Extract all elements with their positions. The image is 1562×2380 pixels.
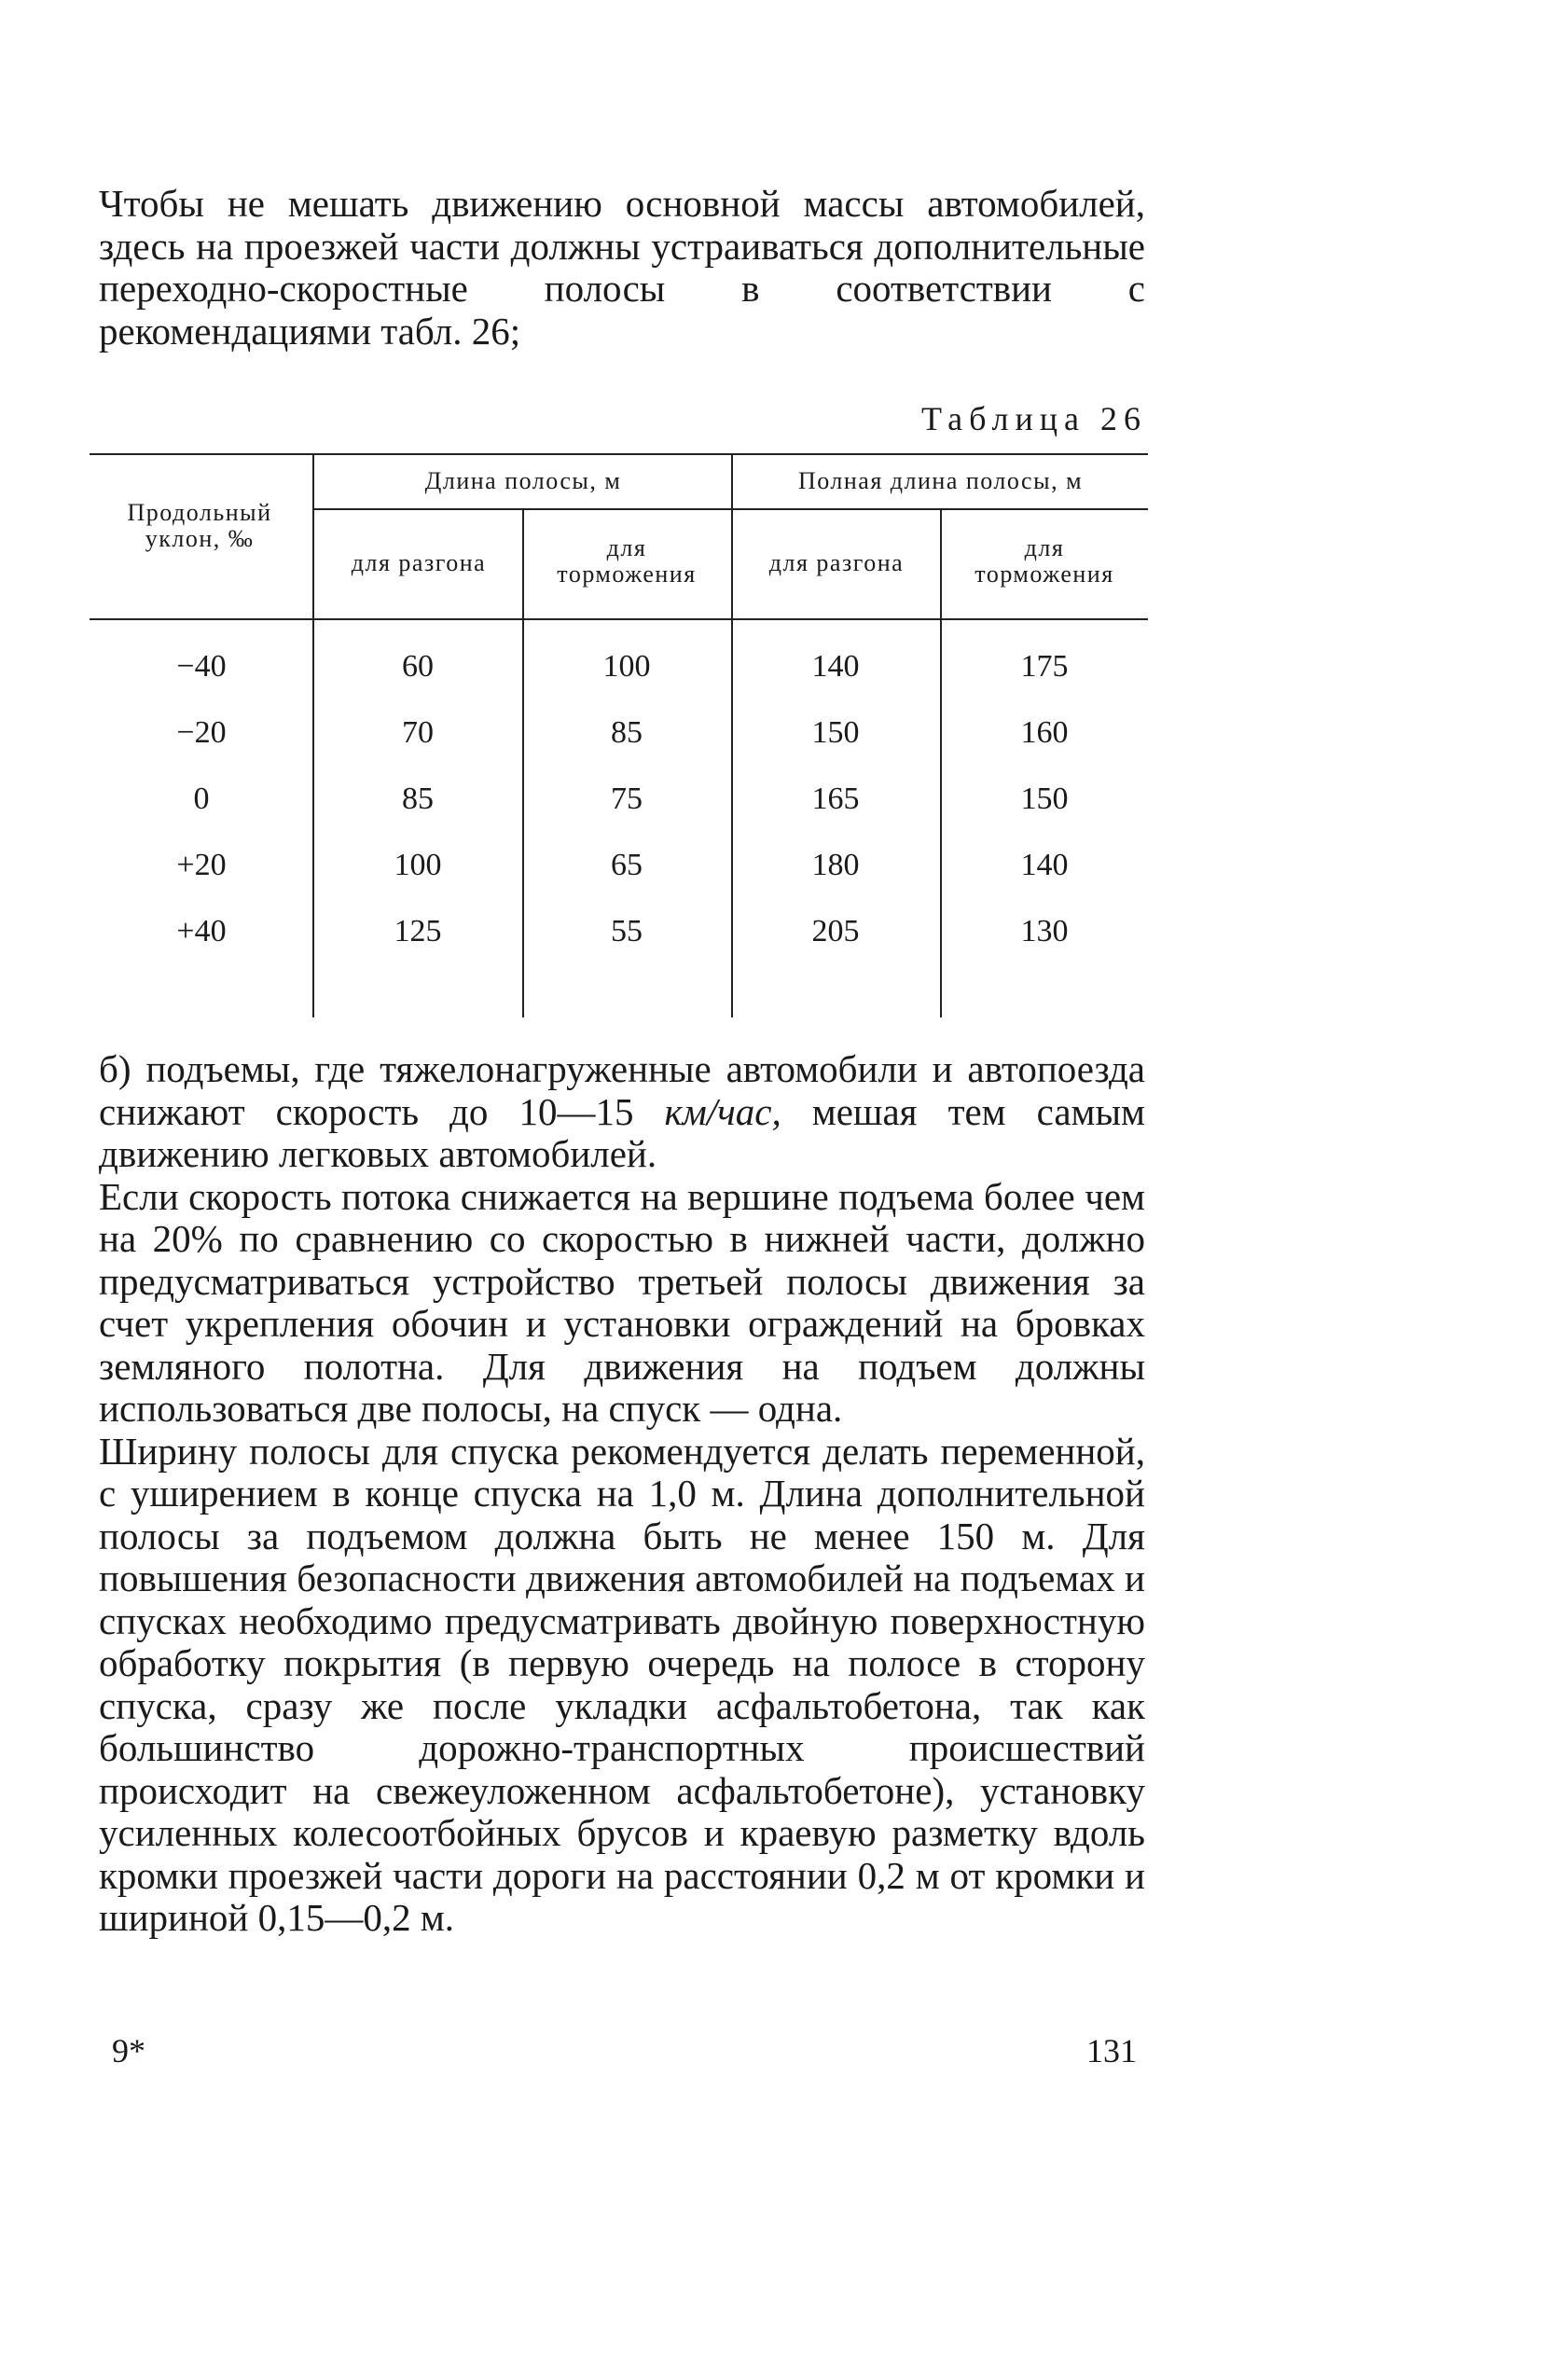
- cell-total-accel: 180: [811, 848, 860, 882]
- cell-len-accel: 100: [394, 848, 442, 882]
- cell-len-accel: 85: [402, 782, 434, 816]
- cell-slope: +40: [176, 914, 227, 948]
- cell-total-accel: 150: [811, 715, 860, 750]
- cell-total-brake: 175: [1020, 649, 1069, 684]
- cell-total-brake: 140: [1020, 848, 1069, 882]
- cell-len-accel: 60: [402, 649, 434, 684]
- intro-paragraph: [99, 183, 1145, 353]
- data-table: [90, 453, 1148, 1017]
- paragraph-speed: Если скорость потока снижается на вершине подъема более чем на 20% по сравнению со скоростью в нижней части, должно предусматриваться устройство третьей полосы движения за счет укрепления обочин и установки ограждений на бровках земляного полотна. Для движения на подъем должны использоваться две полосы, на спуск — одна.: [99, 1174, 1145, 1430]
- cell-slope: 0: [193, 782, 210, 816]
- paragraph-width: Ширину полосы для спуска рекомендуется делать переменной, с уширением в конце спуска на 1,0 м. Длина дополнительной полосы за подъемом должна быть не менее 150 м. Для повышения безопасности движения автомобилей на подъемах и спусках необходимо предусматривать двойную поверхностную обработку покрытия (в первую очередь на полосе в сторону спуска, сразу же после укладки асфальтобетона, так как большинство дорожно-транспортных происшествий происходит на свежеуложенном асфальтобетоне), установку усиленных колесоотбойных брусов и краевую разметку вдоль кромки проезжей части дороги на расстоянии 0,2 м от кромки и шириной 0,15—0,2 м.: [99, 1429, 1145, 1939]
- cell-total-accel: 165: [811, 782, 860, 816]
- cell-total-brake: 150: [1020, 782, 1069, 816]
- header-group-length: Длина полосы, м: [424, 467, 622, 494]
- signature-mark: 9*: [112, 2032, 145, 2069]
- cell-len-brake: 75: [611, 782, 643, 816]
- cell-len-brake: 65: [611, 848, 643, 882]
- cell-len-brake: 100: [602, 649, 651, 684]
- paragraph-b: б) подъемы, где тяжелонагруженные автомобили и автопоезда снижают скорость до 10—15 км/час, мешая тем самым движению легковых автомобилей.: [99, 1047, 1145, 1175]
- page-number: 131: [1086, 2032, 1137, 2069]
- cell-total-brake: 160: [1020, 715, 1069, 750]
- cell-len-brake: 55: [611, 914, 643, 948]
- cell-slope: −20: [176, 715, 227, 750]
- header-group-total: Полная длина полосы, м: [797, 467, 1084, 494]
- intro-text: Чтобы не мешать движению основной массы автомобилей, здесь на проезжей части должны устраиваться дополнительные переходно-скоростные полосы в соответствии с рекомендациями табл. 26;: [99, 182, 1145, 353]
- cell-len-accel: 125: [394, 914, 442, 948]
- header-accel: для разгона: [351, 549, 487, 576]
- cell-len-brake: 85: [611, 715, 643, 750]
- cell-len-accel: 70: [402, 715, 434, 750]
- header-brake: для торможения: [557, 534, 697, 588]
- cell-slope: +20: [176, 848, 227, 882]
- cell-total-brake: 130: [1020, 914, 1069, 948]
- header-slope: Продольный уклон, ‰: [127, 499, 272, 552]
- body-text: [99, 1048, 1145, 1940]
- cell-total-accel: 205: [811, 914, 860, 948]
- header-accel-total: для разгона: [768, 549, 905, 576]
- table-caption: Таблица 26: [921, 400, 1147, 437]
- header-brake-total: для торможения: [975, 534, 1114, 588]
- cell-total-accel: 140: [811, 649, 860, 684]
- cell-slope: −40: [176, 649, 227, 684]
